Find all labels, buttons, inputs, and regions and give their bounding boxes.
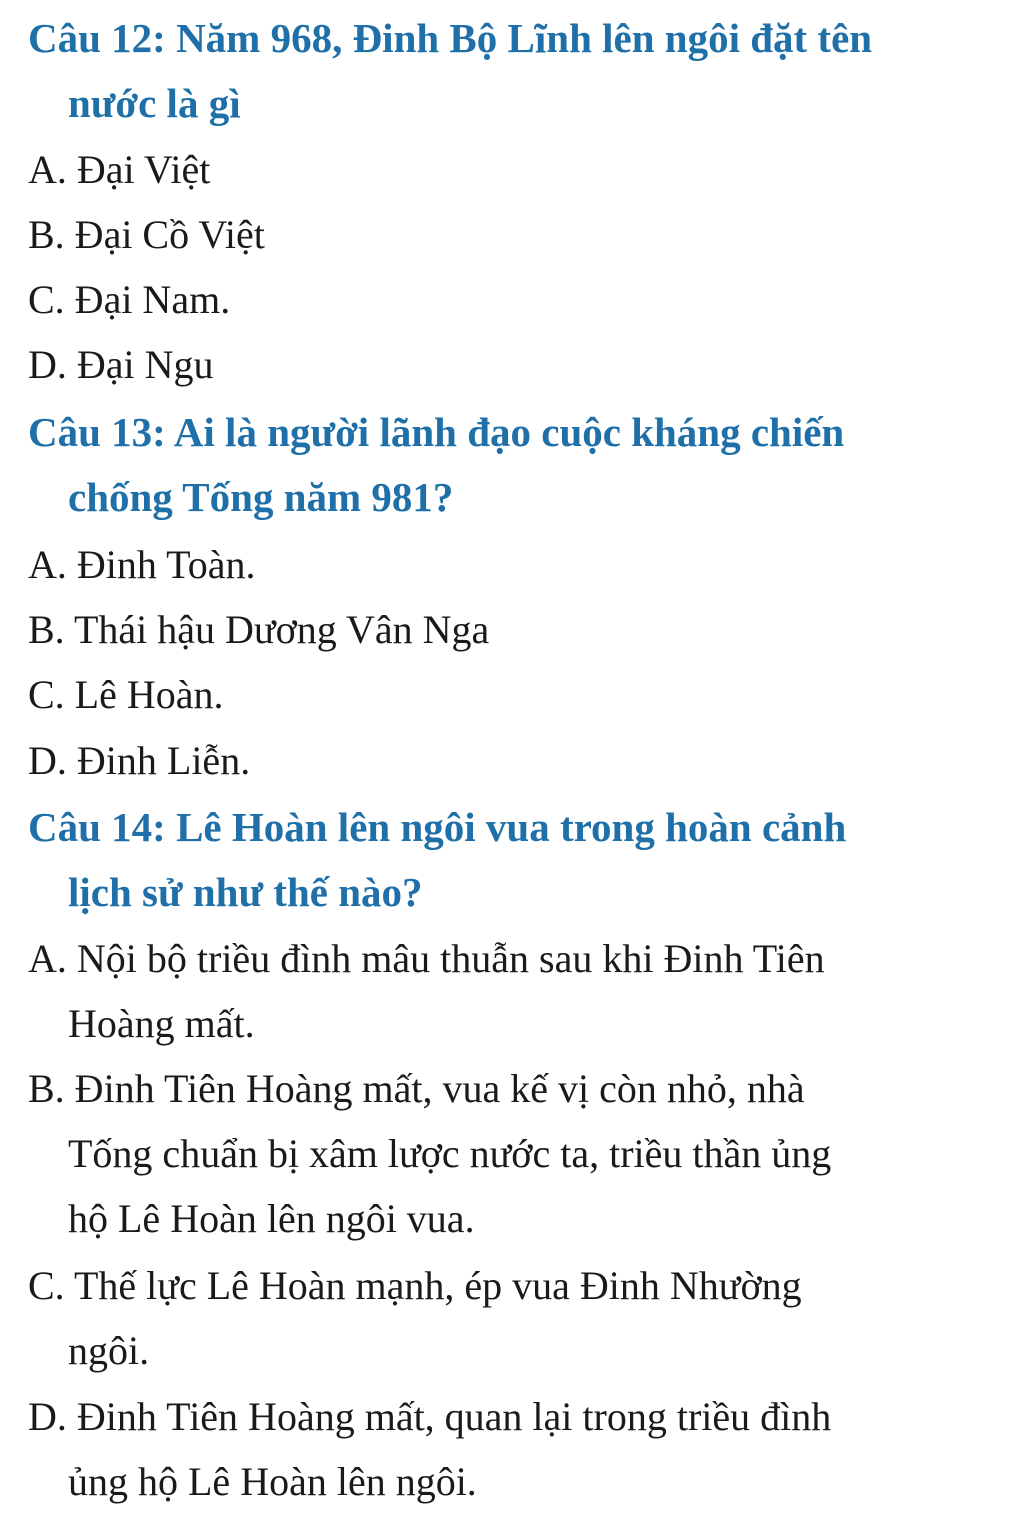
option-text-line2: Hoàng mất. <box>68 1001 255 1046</box>
question-13-line2: chống Tống năm 981? <box>68 474 454 520</box>
question-14-line2: lịch sử như thế nào? <box>68 869 423 915</box>
question-14-title <box>28 795 968 925</box>
question-14-line1: Câu 14: Lê Hoàn lên ngôi vua trong hoàn cảnh <box>28 804 847 850</box>
question-12-option-c[interactable] <box>28 267 968 332</box>
option-text: C. Lê Hoàn. <box>28 672 224 717</box>
question-13-option-b[interactable] <box>28 597 968 662</box>
option-text: B. Thái hậu Dương Vân Nga <box>28 607 490 652</box>
option-text: C. Đại Nam. <box>28 277 231 322</box>
question-14-option-c[interactable] <box>28 1253 968 1383</box>
question-12-option-d[interactable] <box>28 332 968 397</box>
question-13-title <box>28 400 968 530</box>
option-text-line2: Tống chuẩn bị xâm lược nước ta, triều thần ủng <box>68 1131 832 1176</box>
option-text: A. Đại Việt <box>28 147 211 192</box>
question-14-option-a[interactable] <box>28 926 968 1056</box>
question-13-option-a[interactable] <box>28 532 968 597</box>
option-text-line1: B. Đinh Tiên Hoàng mất, vua kế vị còn nhỏ, nhà <box>28 1066 805 1111</box>
option-text-line1: D. Đinh Tiên Hoàng mất, quan lại trong triều đình <box>28 1394 832 1439</box>
option-text: D. Đinh Liễn. <box>28 738 251 783</box>
question-14-option-d[interactable] <box>28 1384 968 1514</box>
question-14-option-b[interactable] <box>28 1056 968 1251</box>
question-13-option-c[interactable] <box>28 662 968 727</box>
option-text-line1: A. Nội bộ triều đình mâu thuẫn sau khi Đinh Tiên <box>28 936 825 981</box>
question-12-line2: nước là gì <box>68 80 241 126</box>
question-13-option-d[interactable] <box>28 728 968 793</box>
option-text: A. Đinh Toàn. <box>28 542 256 587</box>
option-text: D. Đại Ngu <box>28 342 214 387</box>
option-text-line1: C. Thế lực Lê Hoàn mạnh, ép vua Đinh Nhường <box>28 1263 802 1308</box>
option-text-line3: hộ Lê Hoàn lên ngôi vua. <box>68 1196 475 1241</box>
option-text-line2: ủng hộ Lê Hoàn lên ngôi. <box>68 1459 477 1504</box>
question-12-option-a[interactable] <box>28 137 968 202</box>
option-text: B. Đại Cồ Việt <box>28 212 265 257</box>
question-12-title <box>28 6 968 136</box>
option-text-line2: ngôi. <box>68 1328 150 1373</box>
question-12-line1: Câu 12: Năm 968, Đinh Bộ Lĩnh lên ngôi đặt tên <box>28 15 873 61</box>
question-12-option-b[interactable] <box>28 202 968 267</box>
question-13-line1: Câu 13: Ai là người lãnh đạo cuộc kháng chiến <box>28 409 845 455</box>
